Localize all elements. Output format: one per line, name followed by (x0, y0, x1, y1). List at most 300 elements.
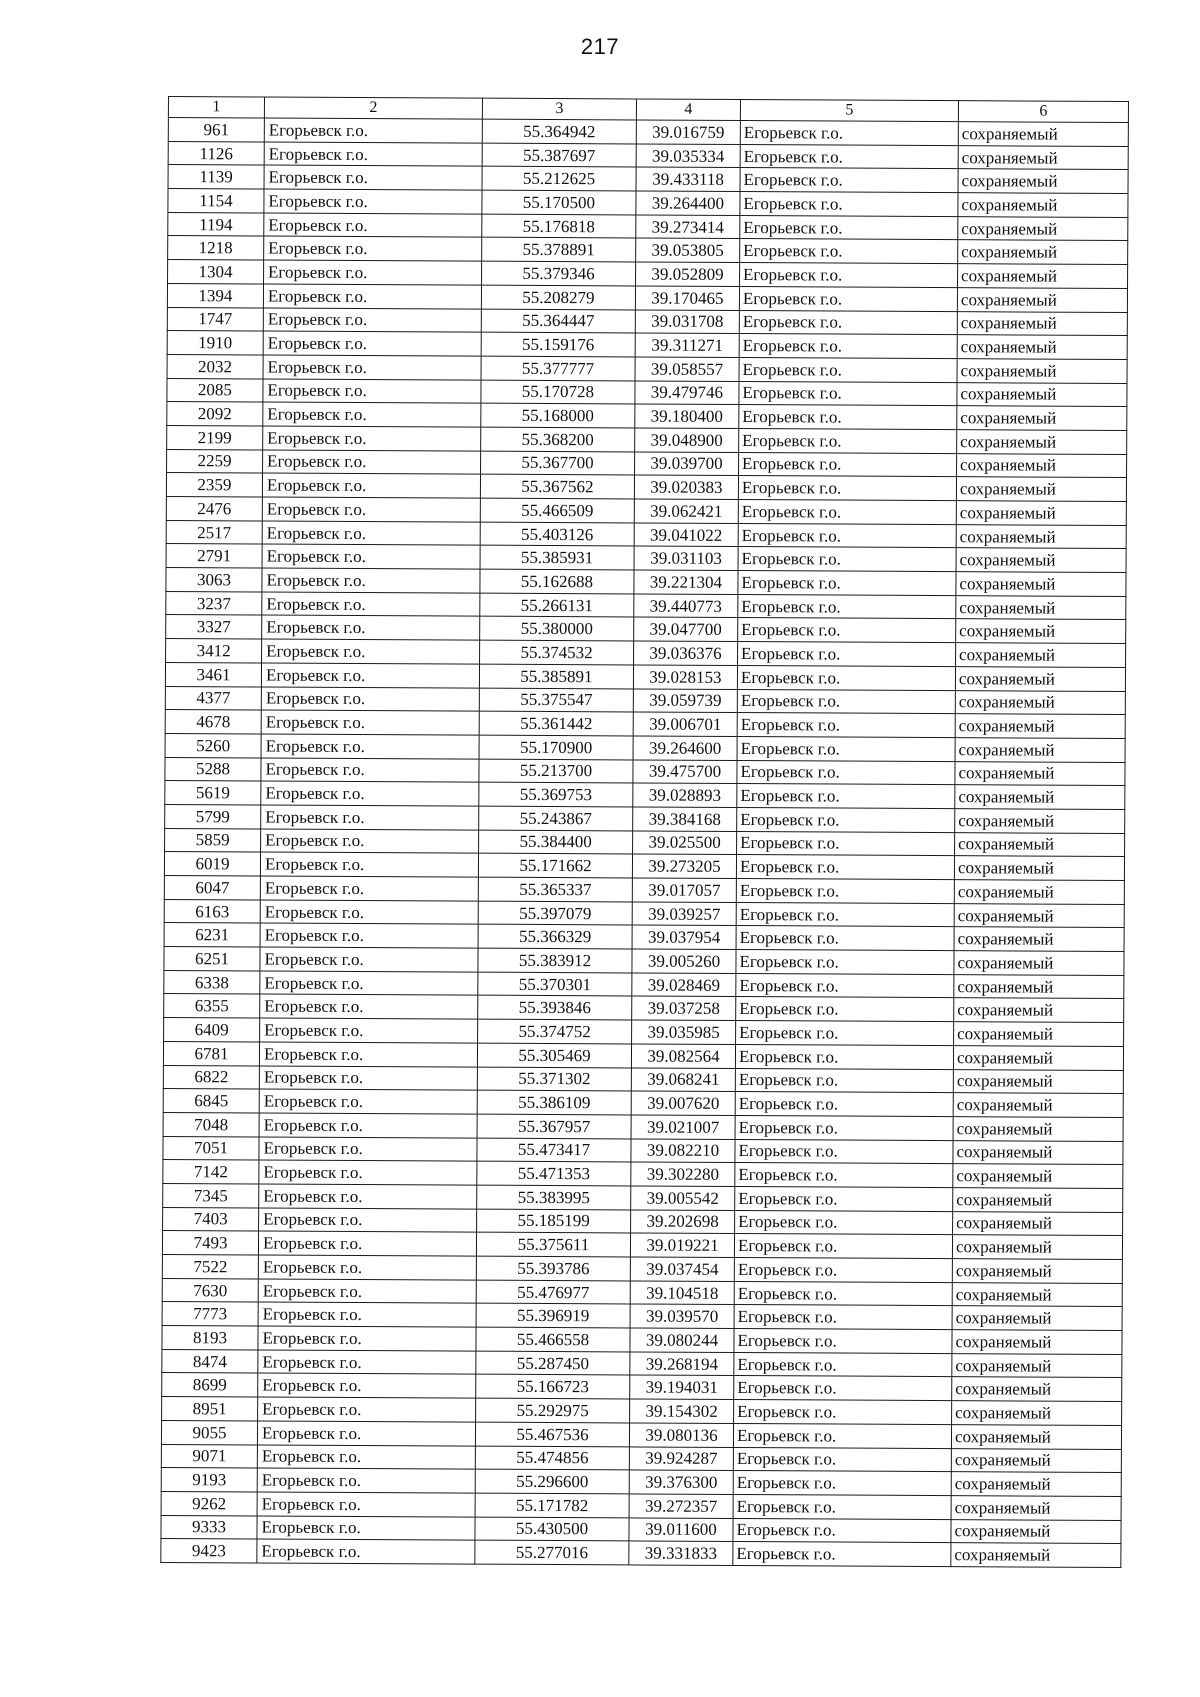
cell-district: Егорьевск г.о. (264, 165, 482, 190)
cell-latitude: 55.176818 (482, 214, 636, 238)
cell-district: Егорьевск г.о. (264, 118, 482, 143)
cell-number: 3237 (166, 591, 262, 615)
cell-number: 9193 (161, 1468, 257, 1492)
cell-district-2: Егорьевск г.о. (735, 1044, 953, 1069)
cell-number: 1154 (168, 189, 264, 213)
cell-latitude: 55.305469 (477, 1043, 631, 1067)
cell-status: сохраняемый (956, 572, 1126, 597)
cell-status: сохраняемый (956, 595, 1126, 620)
cell-longitude: 39.039257 (632, 902, 736, 926)
cell-status: сохраняемый (956, 501, 1126, 526)
cell-district-2: Егорьевск г.о. (740, 168, 958, 193)
cell-number: 2092 (167, 402, 263, 426)
cell-district: Егорьевск г.о. (263, 402, 481, 427)
cell-status: сохраняемый (956, 619, 1126, 644)
cell-latitude: 55.171662 (478, 853, 632, 877)
cell-district-2: Егорьевск г.о. (739, 381, 957, 406)
cell-latitude: 55.473417 (477, 1138, 631, 1162)
cell-latitude: 55.386109 (477, 1090, 631, 1114)
cell-district: Егорьевск г.о. (258, 1397, 476, 1422)
cell-latitude: 55.378891 (482, 238, 636, 262)
cell-district: Егорьевск г.о. (257, 1516, 475, 1541)
cell-longitude: 39.302280 (631, 1162, 735, 1186)
cell-district-2: Егорьевск г.о. (736, 902, 954, 927)
cell-number: 8699 (162, 1373, 258, 1397)
cell-longitude: 39.028153 (633, 665, 737, 689)
cell-number: 2476 (166, 496, 262, 520)
cell-latitude: 55.383995 (477, 1185, 631, 1209)
cell-number: 8193 (162, 1326, 258, 1350)
cell-district: Егорьевск г.о. (264, 142, 482, 167)
cell-number: 6845 (163, 1089, 259, 1113)
cell-status: сохраняемый (955, 809, 1125, 834)
cell-status: сохраняемый (957, 406, 1127, 431)
cell-longitude: 39.019221 (630, 1233, 734, 1257)
cell-district-2: Егорьевск г.о. (737, 784, 955, 809)
cell-latitude: 55.370301 (478, 972, 632, 996)
cell-district-2: Егорьевск г.о. (740, 215, 958, 240)
cell-district-2: Егорьевск г.о. (736, 997, 954, 1022)
cell-status: сохраняемый (953, 1117, 1123, 1142)
cell-number: 2517 (166, 520, 262, 544)
cell-longitude: 39.384168 (633, 807, 737, 831)
cell-number: 7773 (162, 1302, 258, 1326)
cell-district-2: Егорьевск г.о. (735, 1186, 953, 1211)
cell-latitude: 55.403126 (480, 522, 634, 546)
cell-number: 4678 (165, 710, 261, 734)
cell-longitude: 39.020383 (634, 475, 738, 499)
cell-district-2: Егорьевск г.о. (740, 120, 958, 145)
cell-latitude: 55.208279 (481, 285, 635, 309)
cell-status: сохраняемый (953, 1188, 1123, 1213)
cell-district: Егорьевск г.о. (262, 544, 480, 569)
cell-latitude: 55.266131 (480, 593, 634, 617)
cell-status: сохраняемый (955, 738, 1125, 763)
cell-district: Егорьевск г.о. (261, 710, 479, 735)
cell-district: Егорьевск г.о. (257, 1444, 475, 1469)
header-cell-1: 1 (168, 97, 264, 119)
cell-district-2: Егорьевск г.о. (736, 855, 954, 880)
cell-status: сохраняемый (954, 880, 1124, 905)
cell-latitude: 55.393786 (476, 1256, 630, 1280)
cell-district: Егорьевск г.о. (262, 639, 480, 664)
cell-district: Егорьевск г.о. (259, 1208, 477, 1233)
cell-status: сохраняемый (958, 169, 1128, 194)
cell-longitude: 39.264600 (633, 736, 737, 760)
cell-district-2: Егорьевск г.о. (734, 1281, 952, 1306)
cell-number: 2791 (166, 544, 262, 568)
cell-district: Егорьевск г.о. (258, 1373, 476, 1398)
cell-number: 9055 (161, 1420, 257, 1444)
cell-longitude: 39.021007 (631, 1115, 735, 1139)
cell-number: 6781 (163, 1041, 259, 1065)
cell-number: 7493 (162, 1231, 258, 1255)
cell-longitude: 39.039570 (630, 1304, 734, 1328)
cell-longitude: 39.039700 (635, 452, 739, 476)
cell-longitude: 39.180400 (635, 404, 739, 428)
cell-longitude: 39.005260 (632, 949, 736, 973)
cell-district-2: Егорьевск г.о. (737, 831, 955, 856)
cell-latitude: 55.396919 (476, 1304, 630, 1328)
cell-longitude: 39.037454 (630, 1257, 734, 1281)
cell-district: Егорьевск г.о. (261, 686, 479, 711)
cell-status: сохраняемый (951, 1448, 1121, 1473)
cell-number: 3063 (166, 568, 262, 592)
cell-latitude: 55.367700 (481, 451, 635, 475)
cell-latitude: 55.212625 (482, 167, 636, 191)
cell-district: Егорьевск г.о. (260, 947, 478, 972)
cell-latitude: 55.366329 (478, 925, 632, 949)
cell-district-2: Егорьевск г.о. (736, 926, 954, 951)
cell-latitude: 55.371302 (477, 1067, 631, 1091)
cell-latitude: 55.166723 (476, 1375, 630, 1399)
table-row (161, 1539, 1121, 1568)
cell-latitude: 55.170900 (479, 735, 633, 759)
cell-district-2: Егорьевск г.о. (738, 571, 956, 596)
cell-district-2: Егорьевск г.о. (739, 310, 957, 335)
cell-status: сохраняемый (958, 240, 1128, 265)
cell-status: сохраняемый (956, 524, 1126, 549)
cell-latitude: 55.170500 (482, 190, 636, 214)
cell-latitude: 55.361442 (479, 711, 633, 735)
cell-latitude: 55.474856 (475, 1446, 629, 1470)
cell-longitude: 39.311271 (635, 333, 739, 357)
cell-longitude: 39.082210 (631, 1139, 735, 1163)
cell-number: 1747 (167, 307, 263, 331)
cell-status: сохраняемый (958, 145, 1128, 170)
cell-district-2: Егорьевск г.о. (736, 973, 954, 998)
cell-longitude: 39.433118 (636, 167, 740, 191)
cell-district-2: Егорьевск г.о. (737, 665, 955, 690)
cell-district: Егорьевск г.о. (259, 1184, 477, 1209)
cell-longitude: 39.041022 (634, 523, 738, 547)
cell-number: 8951 (162, 1397, 258, 1421)
cell-longitude: 39.268194 (630, 1352, 734, 1376)
cell-number: 4377 (165, 686, 261, 710)
cell-latitude: 55.383912 (478, 948, 632, 972)
cell-latitude: 55.368200 (481, 427, 635, 451)
cell-number: 3461 (165, 662, 261, 686)
cell-status: сохраняемый (951, 1519, 1121, 1544)
cell-latitude: 55.467536 (475, 1422, 629, 1446)
cell-number: 7345 (163, 1183, 259, 1207)
cell-longitude: 39.924287 (629, 1446, 733, 1470)
cell-status: сохраняемый (954, 1022, 1124, 1047)
cell-status: сохраняемый (955, 761, 1125, 786)
cell-status: сохраняемый (954, 903, 1124, 928)
cell-number: 6409 (164, 1018, 260, 1042)
cell-district-2: Егорьевск г.о. (738, 594, 956, 619)
cell-longitude: 39.104518 (630, 1281, 734, 1305)
cell-longitude: 39.068241 (631, 1067, 735, 1091)
cell-latitude: 55.374752 (478, 1019, 632, 1043)
cell-status: сохраняемый (955, 690, 1125, 715)
cell-district-2: Егорьевск г.о. (734, 1305, 952, 1330)
header-cell-4: 4 (636, 99, 740, 121)
cell-latitude: 55.384400 (479, 830, 633, 854)
cell-status: сохраняемый (952, 1282, 1122, 1307)
cell-latitude: 55.185199 (477, 1209, 631, 1233)
cell-status: сохраняемый (955, 714, 1125, 739)
cell-number: 1910 (167, 331, 263, 355)
cell-longitude: 39.028469 (632, 973, 736, 997)
cell-status: сохраняемый (957, 335, 1127, 360)
cell-status: сохраняемый (952, 1235, 1122, 1260)
cell-district: Егорьевск г.о. (258, 1231, 476, 1256)
coordinates-table (160, 96, 1129, 1568)
cell-district: Егорьевск г.о. (263, 284, 481, 309)
cell-status: сохраняемый (955, 832, 1125, 857)
cell-longitude: 39.376300 (629, 1470, 733, 1494)
cell-longitude: 39.016759 (636, 120, 740, 144)
cell-number: 6251 (164, 947, 260, 971)
cell-district-2: Егорьевск г.о. (733, 1494, 951, 1519)
cell-latitude: 55.393846 (478, 996, 632, 1020)
cell-latitude: 55.375547 (479, 688, 633, 712)
cell-status: сохраняемый (954, 998, 1124, 1023)
cell-district-2: Егорьевск г.о. (740, 144, 958, 169)
cell-latitude: 55.377777 (481, 356, 635, 380)
cell-district: Егорьевск г.о. (261, 758, 479, 783)
cell-status: сохраняемый (956, 548, 1126, 573)
cell-status: сохраняемый (952, 1401, 1122, 1426)
cell-number: 7403 (163, 1207, 259, 1231)
cell-status: сохраняемый (954, 927, 1124, 952)
cell-district: Егорьевск г.о. (260, 852, 478, 877)
cell-latitude: 55.170728 (481, 380, 635, 404)
cell-district: Егорьевск г.о. (258, 1326, 476, 1351)
cell-longitude: 39.154302 (630, 1399, 734, 1423)
cell-district: Егорьевск г.о. (259, 1160, 477, 1185)
cell-latitude: 55.379346 (482, 261, 636, 285)
cell-number: 9071 (161, 1444, 257, 1468)
cell-status: сохраняемый (955, 666, 1125, 691)
cell-number: 5799 (165, 804, 261, 828)
cell-district: Егорьевск г.о. (261, 829, 479, 854)
cell-status: сохраняемый (958, 193, 1128, 218)
cell-district-2: Егорьевск г.о. (734, 1400, 952, 1425)
cell-district: Егорьевск г.о. (260, 971, 478, 996)
cell-district: Егорьевск г.о. (257, 1468, 475, 1493)
cell-district-2: Егорьевск г.о. (733, 1542, 951, 1567)
cell-latitude: 55.292975 (476, 1398, 630, 1422)
cell-number: 2359 (166, 473, 262, 497)
cell-latitude: 55.213700 (479, 759, 633, 783)
cell-latitude: 55.369753 (479, 782, 633, 806)
cell-latitude: 55.365337 (478, 877, 632, 901)
cell-number: 9262 (161, 1491, 257, 1515)
cell-district: Егорьевск г.о. (260, 994, 478, 1019)
cell-latitude: 55.364447 (481, 309, 635, 333)
cell-district-2: Егорьевск г.о. (739, 428, 957, 453)
cell-district: Егорьевск г.о. (263, 450, 481, 475)
cell-number: 2085 (167, 378, 263, 402)
cell-longitude: 39.062421 (634, 499, 738, 523)
cell-longitude: 39.475700 (633, 760, 737, 784)
cell-district-2: Егорьевск г.о. (739, 405, 957, 430)
cell-status: сохраняемый (953, 1045, 1123, 1070)
cell-district-2: Егорьевск г.о. (738, 642, 956, 667)
cell-district-2: Егорьевск г.о. (739, 286, 957, 311)
cell-number: 1139 (168, 165, 264, 189)
header-cell-6: 6 (958, 101, 1128, 123)
cell-number: 9333 (161, 1515, 257, 1539)
cell-longitude: 39.036376 (634, 641, 738, 665)
cell-longitude: 39.011600 (629, 1517, 733, 1541)
cell-longitude: 39.047700 (634, 617, 738, 641)
cell-status: сохраняемый (953, 1211, 1123, 1236)
cell-status: сохраняемый (954, 856, 1124, 881)
cell-longitude: 39.479746 (635, 381, 739, 405)
cell-status: сохраняемый (951, 1543, 1121, 1568)
cell-number: 7051 (163, 1136, 259, 1160)
cell-district: Егорьевск г.о. (258, 1302, 476, 1327)
cell-longitude: 39.052809 (636, 262, 740, 286)
cell-number: 6019 (164, 852, 260, 876)
cell-longitude: 39.007620 (631, 1091, 735, 1115)
cell-longitude: 39.017057 (632, 878, 736, 902)
cell-status: сохраняемый (953, 1093, 1123, 1118)
cell-longitude: 39.082564 (631, 1044, 735, 1068)
cell-longitude: 39.202698 (631, 1210, 735, 1234)
cell-district: Егорьевск г.о. (259, 1137, 477, 1162)
cell-longitude: 39.048900 (635, 428, 739, 452)
cell-district: Егорьевск г.о. (260, 900, 478, 925)
cell-district: Егорьевск г.о. (263, 426, 481, 451)
page-number: 217 (580, 34, 620, 59)
cell-district-2: Егорьевск г.о. (740, 263, 958, 288)
cell-district-2: Егорьевск г.о. (740, 239, 958, 264)
cell-district: Егорьевск г.о. (259, 1113, 477, 1138)
cell-district-2: Егорьевск г.о. (733, 1447, 951, 1472)
header-cell-3: 3 (482, 98, 636, 120)
cell-district-2: Егорьевск г.о. (738, 523, 956, 548)
cell-latitude: 55.162688 (480, 569, 634, 593)
cell-district-2: Егорьевск г.о. (734, 1234, 952, 1259)
cell-latitude: 55.296600 (475, 1469, 629, 1493)
cell-number: 5859 (165, 828, 261, 852)
cell-number: 2032 (167, 354, 263, 378)
cell-number: 7522 (162, 1254, 258, 1278)
cell-latitude: 55.430500 (475, 1517, 629, 1541)
cell-longitude: 39.031708 (635, 309, 739, 333)
cell-number: 5619 (165, 781, 261, 805)
table-body (161, 118, 1129, 1568)
cell-district: Егорьевск г.о. (264, 236, 482, 261)
cell-latitude: 55.387697 (482, 143, 636, 167)
cell-latitude: 55.171782 (475, 1493, 629, 1517)
cell-longitude: 39.037258 (632, 996, 736, 1020)
cell-longitude: 39.170465 (635, 286, 739, 310)
cell-longitude: 39.221304 (634, 570, 738, 594)
cell-longitude: 39.058557 (635, 357, 739, 381)
cell-district-2: Егорьевск г.о. (739, 452, 957, 477)
cell-number: 2199 (167, 425, 263, 449)
cell-district: Егорьевск г.о. (257, 1539, 475, 1564)
cell-district-2: Егорьевск г.о. (734, 1352, 952, 1377)
cell-district: Егорьевск г.о. (257, 1492, 475, 1517)
cell-number: 6163 (164, 899, 260, 923)
cell-status: сохраняемый (952, 1306, 1122, 1331)
cell-district-2: Егорьевск г.о. (740, 192, 958, 217)
cell-status: сохраняемый (953, 1164, 1123, 1189)
cell-number: 1218 (168, 236, 264, 260)
cell-district-2: Егорьевск г.о. (735, 1163, 953, 1188)
cell-latitude: 55.397079 (478, 901, 632, 925)
cell-latitude: 55.385891 (479, 664, 633, 688)
cell-district: Егорьевск г.о. (262, 615, 480, 640)
cell-status: сохраняемый (952, 1259, 1122, 1284)
cell-status: сохраняемый (951, 1472, 1121, 1497)
cell-number: 7630 (162, 1278, 258, 1302)
cell-latitude: 55.367562 (480, 474, 634, 498)
cell-status: сохраняемый (954, 951, 1124, 976)
cell-latitude: 55.466509 (480, 498, 634, 522)
cell-longitude: 39.080136 (629, 1423, 733, 1447)
cell-latitude: 55.277016 (475, 1540, 629, 1564)
cell-status: сохраняемый (953, 1069, 1123, 1094)
cell-district: Егорьевск г.о. (261, 734, 479, 759)
cell-district-2: Егорьевск г.о. (733, 1423, 951, 1448)
cell-district: Егорьевск г.о. (257, 1421, 475, 1446)
cell-latitude: 55.476977 (476, 1280, 630, 1304)
cell-number: 1194 (168, 212, 264, 236)
cell-district-2: Егорьевск г.о. (737, 713, 955, 738)
cell-district-2: Егорьевск г.о. (734, 1376, 952, 1401)
cell-district-2: Егорьевск г.о. (735, 1139, 953, 1164)
cell-district-2: Егорьевск г.о. (737, 807, 955, 832)
cell-latitude: 55.374532 (480, 640, 634, 664)
cell-district: Егорьевск г.о. (258, 1279, 476, 1304)
cell-district-2: Егорьевск г.о. (735, 1115, 953, 1140)
cell-district: Егорьевск г.о. (260, 923, 478, 948)
cell-latitude: 55.367957 (477, 1114, 631, 1138)
cell-district-2: Егорьевск г.о. (733, 1518, 951, 1543)
cell-status: сохраняемый (952, 1377, 1122, 1402)
cell-district: Егорьевск г.о. (259, 1042, 477, 1067)
cell-latitude: 55.380000 (480, 617, 634, 641)
cell-longitude: 39.264400 (636, 191, 740, 215)
cell-district: Егорьевск г.о. (261, 663, 479, 688)
cell-longitude: 39.035985 (632, 1020, 736, 1044)
cell-district: Егорьевск г.о. (264, 260, 482, 285)
cell-status: сохраняемый (958, 122, 1128, 147)
cell-district: Егорьевск г.о. (262, 497, 480, 522)
cell-district: Егорьевск г.о. (262, 592, 480, 617)
cell-latitude: 55.287450 (476, 1351, 630, 1375)
cell-number: 6047 (164, 875, 260, 899)
cell-latitude: 55.243867 (479, 806, 633, 830)
cell-latitude: 55.466558 (476, 1327, 630, 1351)
cell-district: Егорьевск г.о. (258, 1255, 476, 1280)
cell-latitude: 55.168000 (481, 403, 635, 427)
cell-district: Егорьевск г.о. (262, 473, 480, 498)
cell-district-2: Егорьевск г.о. (737, 760, 955, 785)
cell-status: сохраняемый (953, 1140, 1123, 1165)
cell-district: Егорьевск г.о. (261, 805, 479, 830)
cell-district-2: Егорьевск г.о. (734, 1257, 952, 1282)
cell-district-2: Егорьевск г.о. (735, 1068, 953, 1093)
cell-district-2: Егорьевск г.о. (739, 357, 957, 382)
cell-district-2: Егорьевск г.о. (736, 1021, 954, 1046)
table-container (160, 96, 1128, 1568)
cell-district-2: Егорьевск г.о. (739, 334, 957, 359)
cell-number: 1394 (167, 283, 263, 307)
cell-latitude: 55.471353 (477, 1161, 631, 1185)
cell-longitude: 39.037954 (632, 925, 736, 949)
cell-longitude: 39.272357 (629, 1494, 733, 1518)
cell-status: сохраняемый (957, 453, 1127, 478)
